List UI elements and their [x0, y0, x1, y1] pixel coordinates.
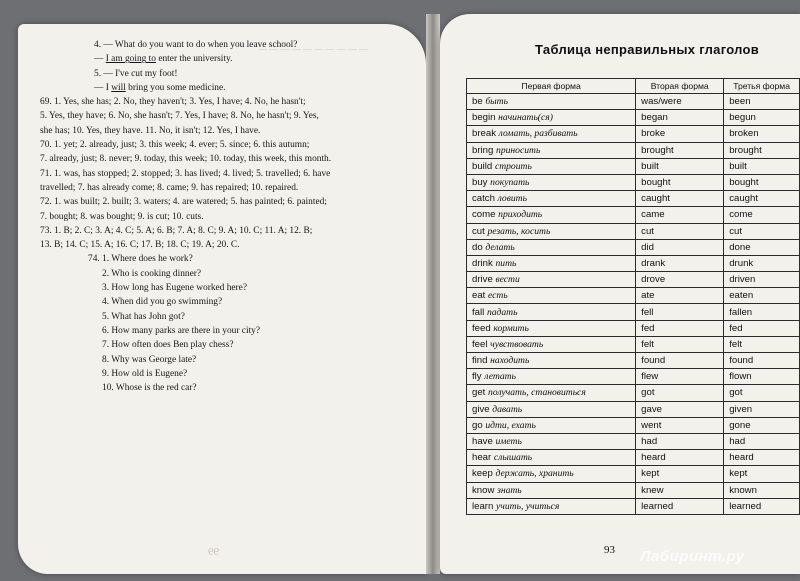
verb-english: do	[472, 241, 483, 253]
verb-translation: строить	[494, 160, 532, 172]
left-page	[18, 24, 426, 574]
answer-line	[40, 252, 420, 266]
verb-translation: вести	[495, 274, 520, 286]
irregular-verbs-table	[466, 78, 800, 515]
line-text: —	[94, 54, 106, 65]
verb-english: catch	[472, 193, 495, 205]
first-form-cell	[467, 433, 636, 449]
verb-english: build	[472, 160, 493, 172]
second-form-cell: learned	[636, 498, 724, 514]
line-text: bring you some medicine.	[125, 82, 226, 93]
answer-line	[40, 310, 420, 324]
answer-line	[40, 52, 420, 66]
verb-english: keep	[472, 468, 493, 480]
line-text: 7. How often does Ben play chess?	[102, 340, 234, 351]
line-text: — I	[94, 82, 112, 93]
verb-english: begin	[472, 112, 496, 124]
answer-line	[40, 210, 420, 224]
verb-english: eat	[472, 290, 486, 302]
first-form-cell	[467, 288, 636, 304]
third-form-cell: flown	[724, 369, 800, 385]
answer-line	[40, 295, 420, 309]
verb-translation: чувствовать	[490, 338, 544, 350]
answer-line	[40, 167, 420, 181]
table-row	[467, 255, 800, 271]
third-form-cell: drunk	[724, 255, 800, 271]
second-form-cell: began	[636, 110, 724, 126]
table-row	[467, 466, 800, 482]
verb-translation: быть	[485, 96, 508, 108]
third-form-cell: bought	[724, 174, 800, 190]
third-form-cell: done	[724, 239, 800, 255]
first-form-cell	[467, 401, 636, 417]
verb-translation: падать	[486, 306, 518, 318]
header-first-form: Первая форма	[467, 79, 636, 94]
second-form-cell: fell	[636, 304, 724, 320]
verb-translation: ловить	[497, 193, 527, 205]
first-form-cell	[467, 320, 636, 336]
verb-translation: покупать	[490, 177, 530, 189]
table-row	[467, 94, 800, 110]
first-form-cell	[467, 498, 636, 514]
answer-line	[40, 224, 420, 238]
verb-translation: ломать, разбивать	[498, 128, 578, 140]
second-form-cell: found	[636, 353, 724, 369]
third-form-cell: had	[724, 433, 800, 449]
verb-translation: приносить	[496, 144, 541, 156]
verb-english: drink	[472, 257, 493, 269]
verb-english: break	[472, 128, 496, 140]
verb-translation: получать, становиться	[488, 387, 586, 399]
first-form-cell	[467, 450, 636, 466]
verb-english: cut	[472, 225, 485, 237]
verb-translation: начинать(ся)	[498, 112, 553, 124]
first-form-cell	[467, 207, 636, 223]
answer-line	[40, 67, 420, 81]
line-text: 9. How old is Eugene?	[102, 368, 188, 379]
verb-translation: делать	[485, 241, 515, 253]
header-second-form: Вторая форма	[636, 79, 724, 94]
line-text: 13. B; 14. C; 15. A; 16. C; 17. B; 18. C; 19. A; 20. C.	[40, 240, 240, 251]
third-form-cell: heard	[724, 450, 800, 466]
table-row	[467, 110, 800, 126]
line-text: 73. 1. B; 2. C; 3. A; 4. C; 5. A; 6. B; 7. A; 8. C; 9. A; 10. C; 11. A; 12. B;	[40, 225, 313, 236]
verb-translation: резать, косить	[487, 225, 551, 237]
second-form-cell: drove	[636, 272, 724, 288]
verb-translation: давать	[492, 403, 523, 415]
verb-translation: кормить	[493, 322, 529, 334]
line-text: 74. 1. Where does he work?	[88, 254, 193, 265]
verb-english: go	[472, 419, 483, 431]
table-row	[467, 336, 800, 352]
verb-translation: пить	[495, 257, 517, 269]
table-row	[467, 191, 800, 207]
second-form-cell: broke	[636, 126, 724, 142]
table-row	[467, 369, 800, 385]
verb-english: come	[472, 209, 496, 221]
first-form-cell	[467, 336, 636, 352]
table-row	[467, 272, 800, 288]
table-row	[467, 142, 800, 158]
table-row	[467, 385, 800, 401]
answer-line	[40, 152, 420, 166]
third-form-cell: fallen	[724, 304, 800, 320]
table-row	[467, 207, 800, 223]
verb-english: buy	[472, 177, 488, 189]
first-form-cell	[467, 110, 636, 126]
table-row	[467, 353, 800, 369]
second-form-cell: flew	[636, 369, 724, 385]
line-text: 7. bought; 8. was bought; 9. is cut; 10. cuts.	[40, 211, 204, 222]
second-form-cell: bought	[636, 174, 724, 190]
third-form-cell: brought	[724, 142, 800, 158]
second-form-cell: fed	[636, 320, 724, 336]
third-form-cell: given	[724, 401, 800, 417]
verb-english: get	[472, 387, 486, 399]
third-form-cell: broken	[724, 126, 800, 142]
third-form-cell: driven	[724, 272, 800, 288]
third-form-cell: cut	[724, 223, 800, 239]
first-form-cell	[467, 466, 636, 482]
line-text: 70. 1. yet; 2. already, just; 3. this week; 4. ever; 5. since; 6. this autumn;	[40, 140, 310, 151]
answer-line	[40, 181, 420, 195]
verb-english: learn	[472, 500, 494, 512]
first-form-cell	[467, 417, 636, 433]
answer-line	[40, 353, 420, 367]
second-form-cell: had	[636, 433, 724, 449]
table-row	[467, 433, 800, 449]
first-form-cell	[467, 126, 636, 142]
header-third-form: Третья форма	[724, 79, 800, 94]
second-form-cell: was/were	[636, 94, 724, 110]
third-form-cell: learned	[724, 498, 800, 514]
verb-english: give	[472, 403, 490, 415]
first-form-cell	[467, 223, 636, 239]
verb-english: know	[472, 484, 495, 496]
answer-line	[40, 195, 420, 209]
line-text: 2. Who is cooking dinner?	[102, 268, 202, 279]
first-form-cell	[467, 158, 636, 174]
verb-english: drive	[472, 274, 493, 286]
verb-english: feel	[472, 338, 488, 350]
answer-line	[40, 324, 420, 338]
bleed-through-text: — — — — — — — — — —	[258, 44, 369, 54]
third-form-cell: come	[724, 207, 800, 223]
third-form-cell: kept	[724, 466, 800, 482]
verb-rows	[467, 94, 800, 515]
first-form-cell	[467, 482, 636, 498]
second-form-cell: drank	[636, 255, 724, 271]
table-row	[467, 239, 800, 255]
table-row	[467, 401, 800, 417]
line-text: 10. Whose is the red car?	[102, 383, 197, 394]
second-form-cell: gave	[636, 401, 724, 417]
underlined-text: I am going to	[105, 54, 156, 65]
third-form-cell: fed	[724, 320, 800, 336]
third-form-cell: begun	[724, 110, 800, 126]
answer-line	[40, 124, 420, 138]
first-form-cell	[467, 369, 636, 385]
right-page-number: 93	[604, 544, 615, 556]
second-form-cell: ate	[636, 288, 724, 304]
line-text: 5. — I've cut my foot!	[94, 68, 178, 79]
first-form-cell	[467, 191, 636, 207]
watermark: Лабиринт.ру	[640, 548, 745, 565]
third-form-cell: got	[724, 385, 800, 401]
first-form-cell	[467, 142, 636, 158]
table-row	[467, 320, 800, 336]
line-text: 4. When did you go swimming?	[102, 297, 223, 308]
verb-translation: находить	[490, 355, 530, 367]
verb-translation: летать	[484, 371, 516, 383]
table-row	[467, 158, 800, 174]
line-text: travelled; 7. has already come; 8. came; 9. has repaired; 10. repaired.	[40, 182, 299, 193]
line-text: 5. What has John got?	[102, 311, 185, 322]
table-row	[467, 482, 800, 498]
verb-translation: знать	[497, 484, 522, 496]
table-row	[467, 126, 800, 142]
table-header-row	[467, 79, 800, 94]
verb-translation: держать, хранить	[495, 468, 574, 480]
third-form-cell: felt	[724, 336, 800, 352]
second-form-cell: went	[636, 417, 724, 433]
line-text: enter the university.	[155, 54, 233, 65]
book-spine	[426, 14, 440, 574]
verb-english: feed	[472, 322, 491, 334]
line-text: 3. How long has Eugene worked here?	[102, 283, 248, 294]
line-text: 8. Why was George late?	[102, 354, 197, 365]
verb-translation: есть	[488, 290, 508, 302]
third-form-cell: been	[724, 94, 800, 110]
answer-line	[40, 81, 420, 95]
underlined-text: will	[111, 82, 126, 93]
answer-line	[40, 281, 420, 295]
answer-line	[40, 109, 420, 123]
first-form-cell	[467, 353, 636, 369]
third-form-cell: eaten	[724, 288, 800, 304]
answer-line	[40, 138, 420, 152]
second-form-cell: came	[636, 207, 724, 223]
answer-line	[40, 38, 420, 52]
second-form-cell: brought	[636, 142, 724, 158]
verb-translation: иметь	[495, 436, 522, 448]
verb-english: be	[472, 96, 483, 108]
third-form-cell: caught	[724, 191, 800, 207]
answer-line	[40, 367, 420, 381]
first-form-cell	[467, 239, 636, 255]
second-form-cell: did	[636, 239, 724, 255]
answer-line	[40, 95, 420, 109]
left-page-number: 99	[208, 546, 219, 558]
answer-line	[40, 267, 420, 281]
verb-translation: приходить	[498, 209, 543, 221]
verb-english: have	[472, 436, 493, 448]
first-form-cell	[467, 272, 636, 288]
line-text: 72. 1. was built; 2. built; 3. waters; 4. are watered; 5. has painted; 6. painted;	[40, 197, 327, 208]
third-form-cell: known	[724, 482, 800, 498]
table-title: Таблица неправильных глаголов	[535, 42, 760, 57]
first-form-cell	[467, 174, 636, 190]
table-row	[467, 417, 800, 433]
table-row	[467, 450, 800, 466]
second-form-cell: felt	[636, 336, 724, 352]
verb-translation: слышать	[493, 452, 533, 464]
line-text: 5. Yes, they have; 6. No, she hasn't; 7. Yes, I have; 8. No, he hasn't; 9. Yes,	[40, 111, 319, 122]
second-form-cell: kept	[636, 466, 724, 482]
verb-translation: учить, учиться	[496, 500, 560, 512]
first-form-cell	[467, 94, 636, 110]
second-form-cell: cut	[636, 223, 724, 239]
table-row	[467, 288, 800, 304]
line-text: she has; 10. Yes, they have. 11. No, it isn't; 12. Yes, I have.	[40, 125, 261, 136]
table-row	[467, 223, 800, 239]
answer-line	[40, 238, 420, 252]
third-form-cell: built	[724, 158, 800, 174]
line-text: 69. 1. Yes, she has; 2. No, they haven't; 3. Yes, I have; 4. No, he hasn't;	[40, 97, 306, 108]
answer-key-text	[40, 38, 420, 395]
line-text: 4. — What do you want to do when you leave school?	[94, 40, 298, 50]
first-form-cell	[467, 304, 636, 320]
line-text: 71. 1. was, has stopped; 2. stopped; 3. has lived; 4. lived; 5. travelled; 6. have	[40, 168, 331, 179]
table-row	[467, 498, 800, 514]
right-page	[440, 14, 800, 574]
table-row	[467, 304, 800, 320]
verb-english: bring	[472, 144, 494, 156]
line-text: 7. already, just; 8. never; 9. today, this week; 10. today, this week, this month.	[40, 154, 332, 165]
verb-english: fly	[472, 371, 482, 383]
answer-line	[40, 338, 420, 352]
verb-english: find	[472, 355, 488, 367]
first-form-cell	[467, 385, 636, 401]
second-form-cell: caught	[636, 191, 724, 207]
verb-english: hear	[472, 452, 492, 464]
line-text: 6. How many parks are there in your city?	[102, 325, 261, 336]
second-form-cell: knew	[636, 482, 724, 498]
third-form-cell: found	[724, 353, 800, 369]
third-form-cell: gone	[724, 417, 800, 433]
verb-english: fall	[472, 306, 485, 318]
second-form-cell: built	[636, 158, 724, 174]
second-form-cell: got	[636, 385, 724, 401]
second-form-cell: heard	[636, 450, 724, 466]
answer-line	[40, 381, 420, 395]
verb-translation: идти, ехать	[485, 419, 536, 431]
table-row	[467, 174, 800, 190]
first-form-cell	[467, 255, 636, 271]
